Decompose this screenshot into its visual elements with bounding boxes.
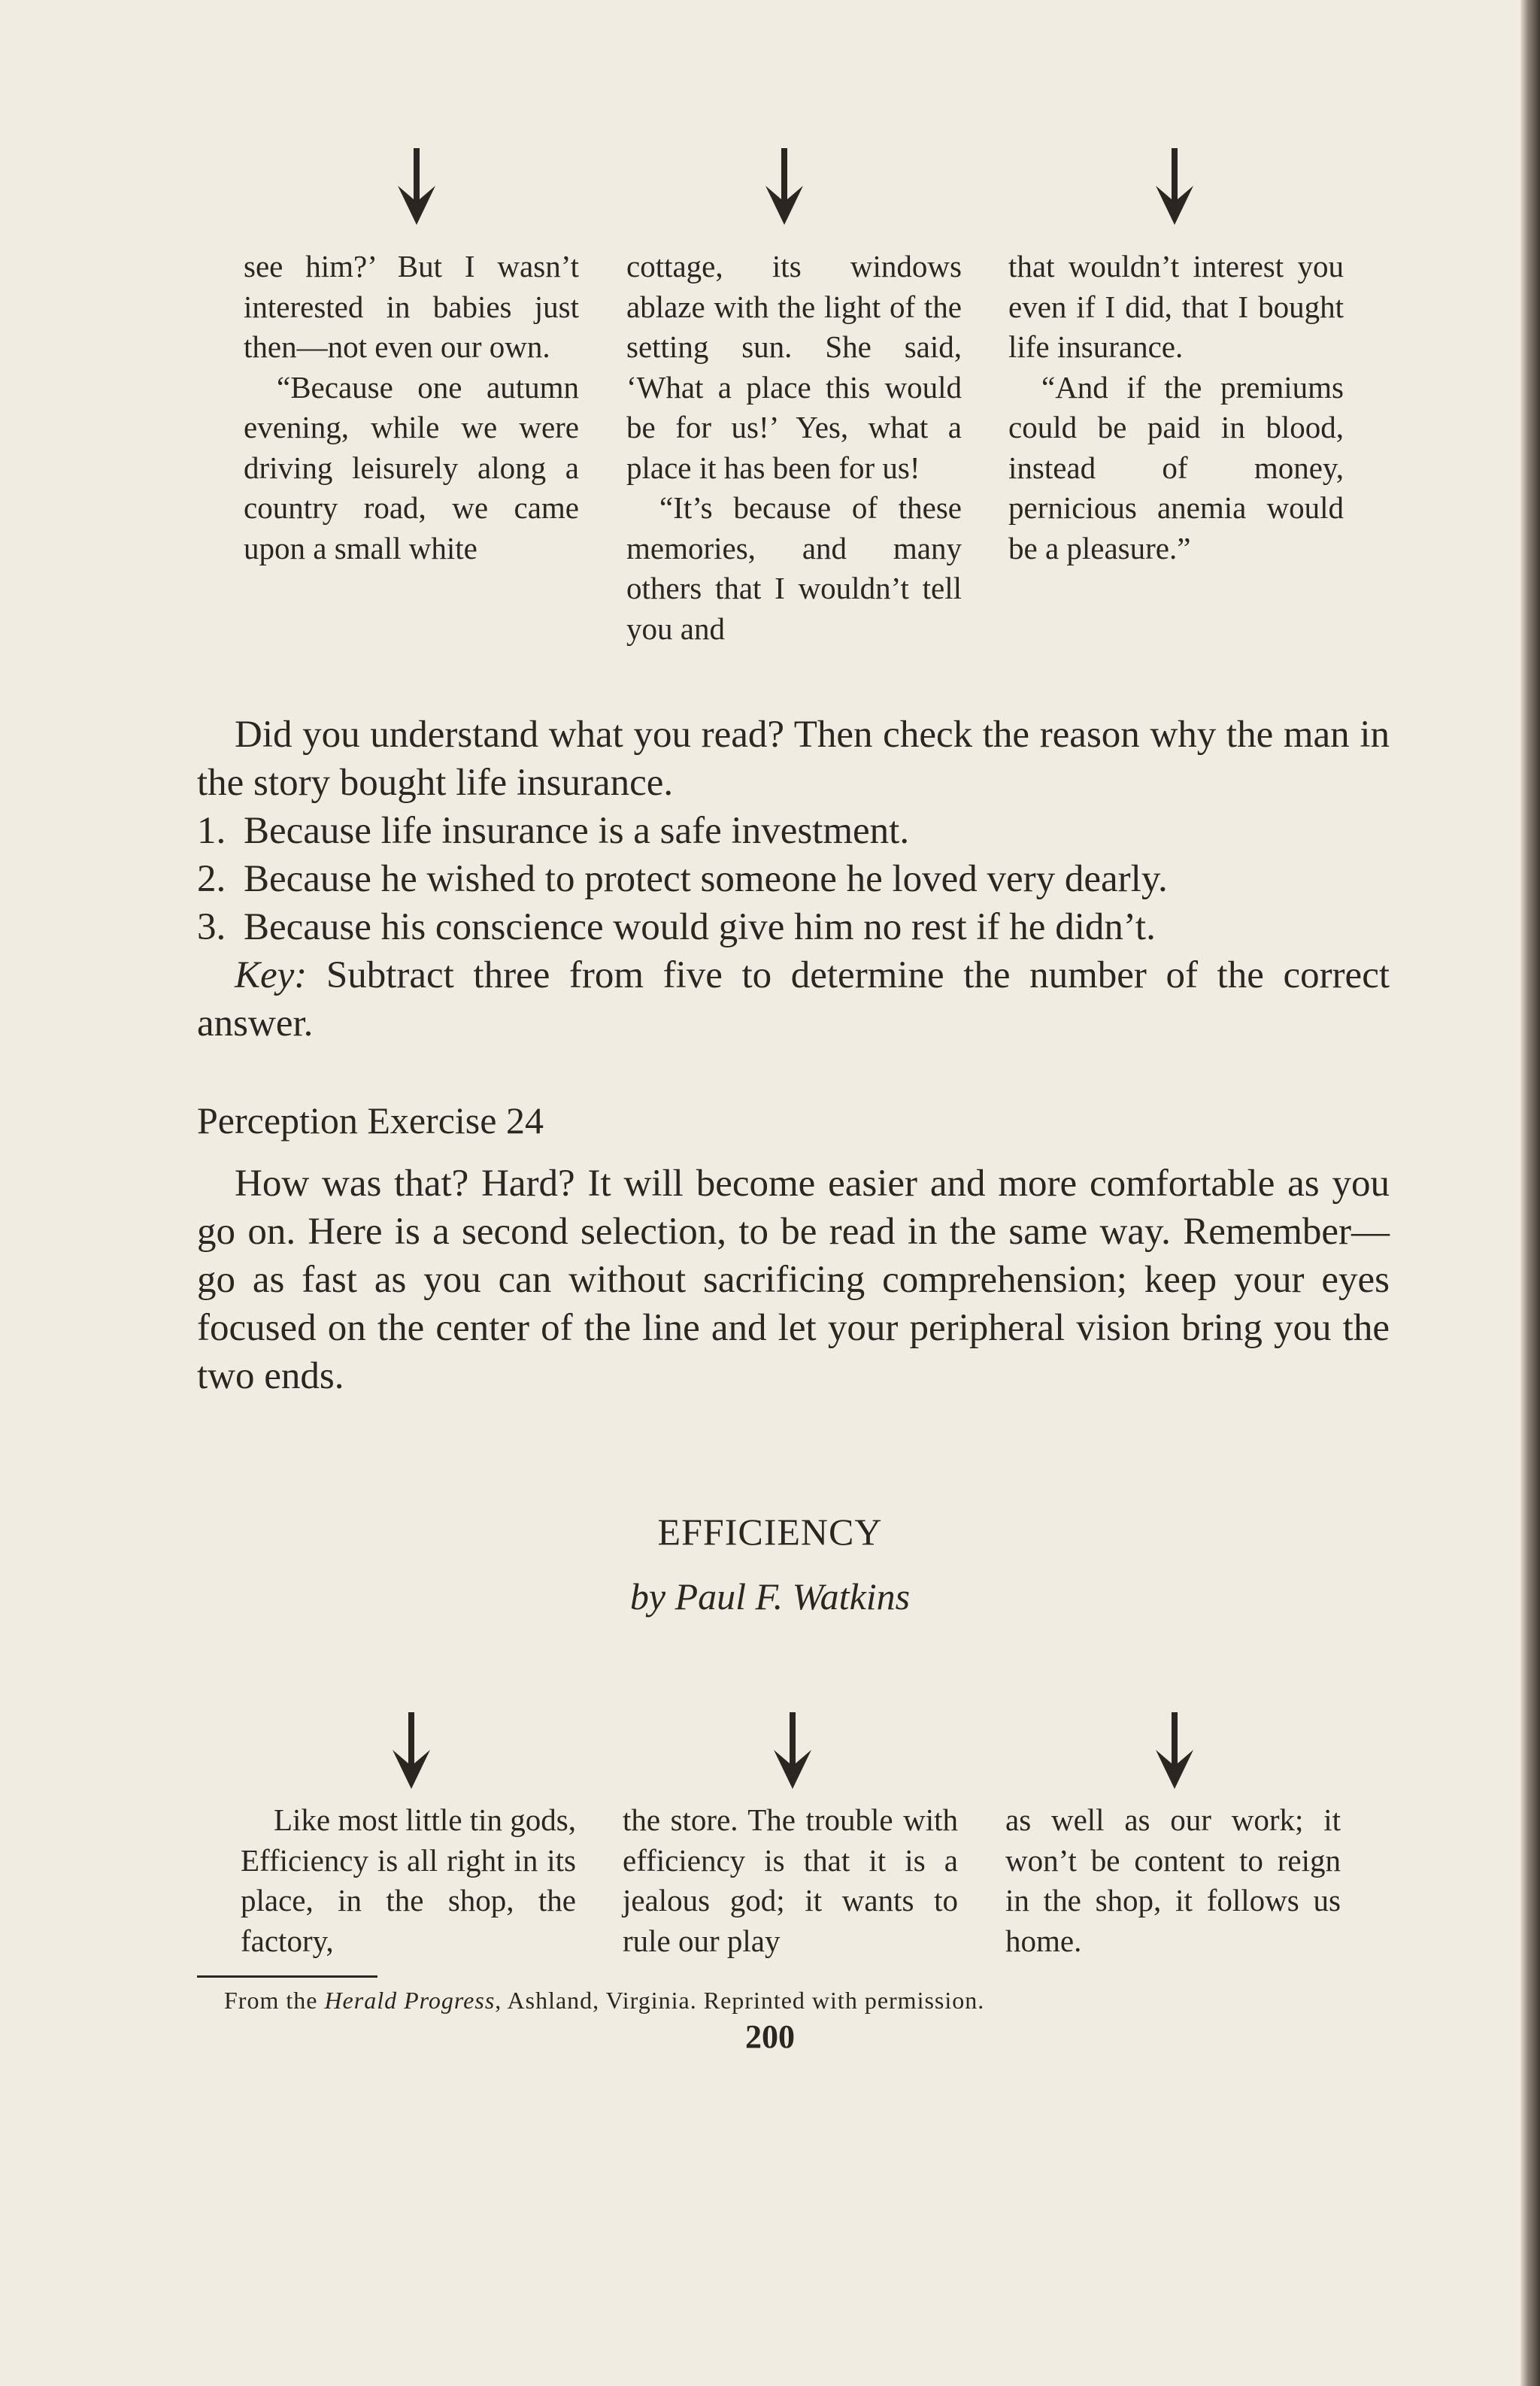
- story-paragraph: cottage, its windows ablaze with the light of the setting sun. She said, ‘What a place this would be for us!’ Yes, what a place it has been for us!: [626, 249, 962, 485]
- story-column-1: [244, 247, 579, 568]
- footnote-source: Herald Progress: [324, 1987, 496, 2014]
- selection-column-2: [623, 1800, 958, 1961]
- selection-column-3: [1005, 1800, 1341, 1961]
- selection-paragraph: Like most little tin gods, Efficiency is all right in its place, in the shop, the factory,: [241, 1802, 577, 1958]
- option-number: 1.: [197, 810, 226, 852]
- comprehension-question: Did you understand what you read? Then check the reason why the man in the story bought life insurance.: [197, 714, 1390, 804]
- footnote-rule: [197, 1975, 377, 1978]
- footnote-suffix: , Ashland, Virginia. Reprinted with permission.: [495, 1987, 985, 2014]
- exercise-heading: Perception Exercise 24: [197, 1099, 544, 1141]
- down-arrow-icon: [766, 1711, 819, 1793]
- selection-byline: by Paul F. Watkins: [629, 1575, 911, 1617]
- story-column-2: [626, 247, 962, 649]
- selection-paragraph: the store. The trouble with efficiency is that it is a jealous god; it wants to rule our play: [623, 1802, 958, 1958]
- story-column-3: [1008, 247, 1344, 568]
- exercise-instructions: How was that? Hard? It will become easier and more comfortable as you go on. Here is a second selection, to be read in the same way. Remember—go as fast as you can without sacrificing comprehension; keep your eyes focused on the center of the line and let your peripheral vision bring you the two ends.: [197, 1163, 1390, 1397]
- key-text: Subtract three from five to determine the number of the correct answer.: [197, 954, 1390, 1044]
- page-number: 200: [745, 2018, 795, 2055]
- selection-paragraph: as well as our work; it won’t be content to reign in the shop, it follows us home.: [1005, 1802, 1341, 1958]
- answer-option-3: [197, 903, 1390, 951]
- option-text: Because he wished to protect someone he loved very dearly.: [244, 858, 1168, 900]
- option-text: Because life insurance is a safe investment.: [244, 810, 910, 852]
- option-number: 3.: [197, 906, 226, 948]
- down-arrow-icon: [1148, 1711, 1201, 1793]
- answer-key: [197, 951, 1390, 1047]
- story-paragraph: see him?’ But I wasn’t interested in babies just then—not even our own.: [244, 249, 579, 364]
- story-paragraph: “Because one autumn evening, while we were driving leisurely along a country road, we came upon a small white: [244, 369, 579, 565]
- answer-option-2: [197, 855, 1390, 903]
- answer-option-1: [197, 807, 1390, 855]
- key-label: Key:: [235, 954, 308, 996]
- option-text: Because his conscience would give him no rest if he didn’t.: [244, 906, 1156, 948]
- option-number: 2.: [197, 858, 226, 900]
- story-paragraph: “It’s because of these memories, and many others that I wouldn’t tell you and: [626, 490, 962, 646]
- selection-column-1: [241, 1800, 576, 1961]
- story-paragraph: that wouldn’t interest you even if I did, that I bought life insurance.: [1008, 249, 1344, 364]
- source-footnote: [224, 1985, 984, 2015]
- down-arrow-icon: [758, 147, 811, 229]
- selection-title: EFFICIENCY: [657, 1511, 883, 1553]
- footnote-prefix: From the: [224, 1987, 325, 2014]
- down-arrow-icon: [390, 147, 443, 229]
- down-arrow-icon: [385, 1711, 438, 1793]
- story-paragraph: “And if the premiums could be paid in blood, instead of money, pernicious anemia would be a pleasure.”: [1008, 369, 1344, 565]
- down-arrow-icon: [1148, 147, 1201, 229]
